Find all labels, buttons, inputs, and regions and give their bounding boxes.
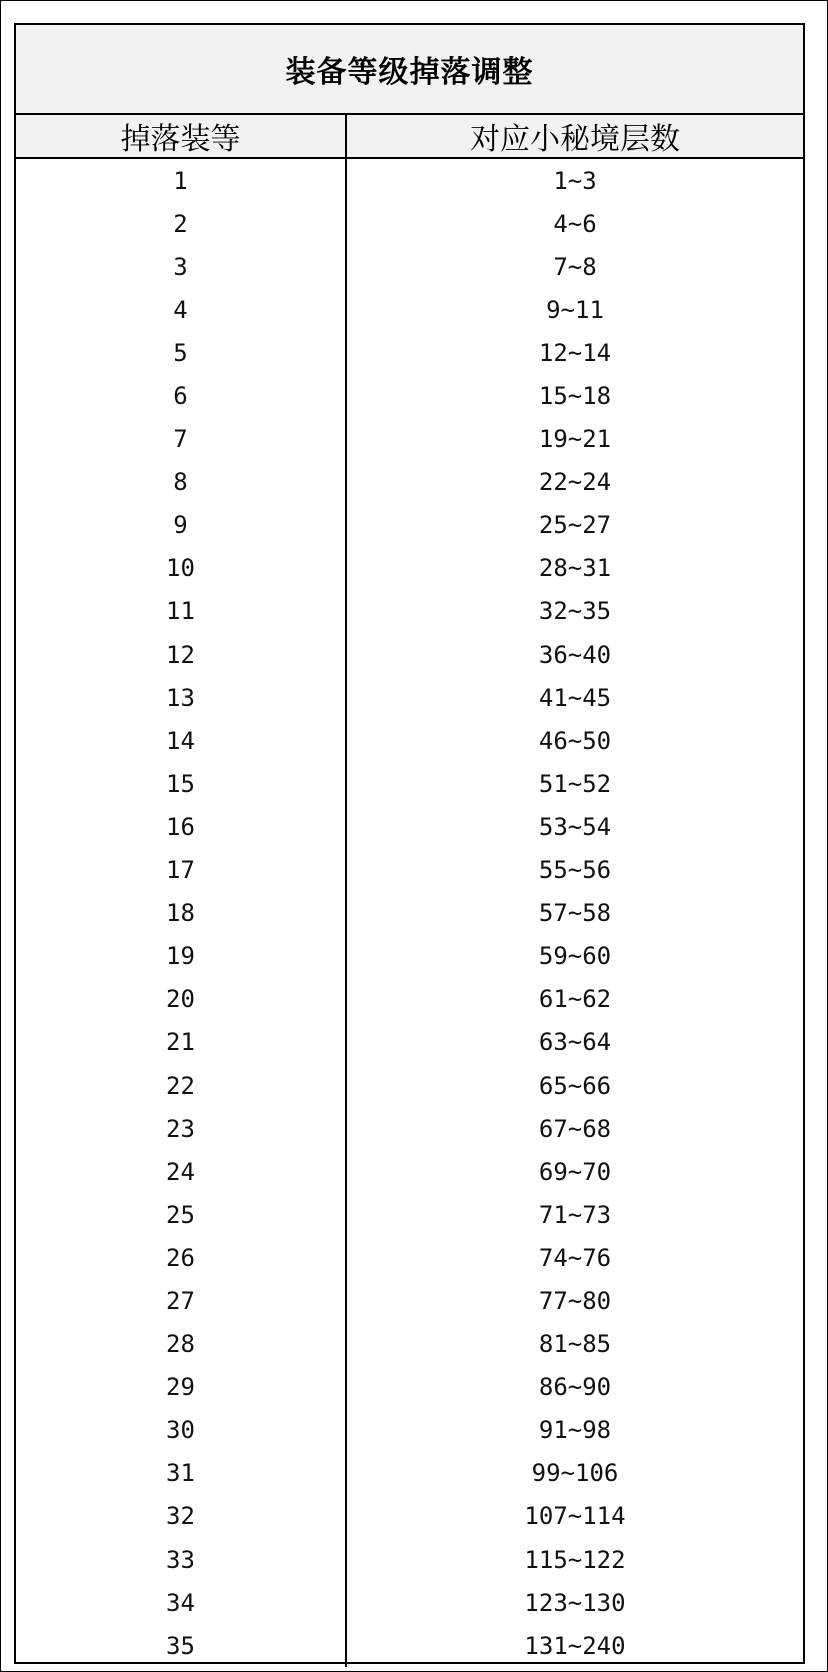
rift-floors-cell: 15~18 <box>538 382 612 411</box>
rift-floors-cell: 22~24 <box>538 468 612 497</box>
table-row <box>16 1064 803 1107</box>
table-row <box>16 1236 803 1279</box>
rift-floors-cell: 4~6 <box>553 209 597 238</box>
table-row <box>16 1107 803 1150</box>
drop-level-cell: 11 <box>16 590 347 633</box>
table-body <box>16 159 803 1667</box>
table-row <box>16 504 803 547</box>
rift-floors-cell: 69~70 <box>538 1157 612 1186</box>
rift-floors-cell: 25~27 <box>538 511 612 540</box>
header-drop-level: 掉落装等 <box>16 115 347 157</box>
drop-level-cell: 26 <box>16 1236 347 1279</box>
drop-level-cell: 21 <box>16 1021 347 1064</box>
rift-floors-cell: 86~90 <box>538 1373 612 1402</box>
rift-floors-cell: 61~62 <box>538 985 612 1014</box>
drop-level-cell: 16 <box>16 805 347 848</box>
table-row <box>16 1624 803 1667</box>
table-row <box>16 1279 803 1322</box>
drop-level-cell: 20 <box>16 978 347 1021</box>
table-title: 装备等级掉落调整 <box>16 25 803 115</box>
drop-level-cell: 24 <box>16 1150 347 1193</box>
rift-floors-cell: 53~54 <box>538 812 612 841</box>
drop-level-cell: 7 <box>16 418 347 461</box>
drop-level-cell: 12 <box>16 633 347 676</box>
rift-floors-cell: 55~56 <box>538 856 612 885</box>
table-row <box>16 159 803 202</box>
table-row <box>16 1323 803 1366</box>
rift-floors-cell: 57~58 <box>538 899 612 928</box>
rift-floors-cell: 99~106 <box>531 1459 619 1488</box>
drop-level-cell: 15 <box>16 762 347 805</box>
drop-level-cell: 6 <box>16 374 347 417</box>
drop-level-cell: 34 <box>16 1581 347 1624</box>
rift-floors-cell: 9~11 <box>546 295 604 324</box>
table-header-row <box>16 115 803 159</box>
drop-level-cell: 25 <box>16 1193 347 1236</box>
drop-level-cell: 32 <box>16 1495 347 1538</box>
rift-floors-cell: 12~14 <box>538 338 612 367</box>
rift-floors-cell: 71~73 <box>538 1200 612 1229</box>
table-row <box>16 719 803 762</box>
table-row <box>16 288 803 331</box>
table-row <box>16 547 803 590</box>
drop-level-cell: 14 <box>16 719 347 762</box>
drop-level-cell: 17 <box>16 849 347 892</box>
table-row <box>16 331 803 374</box>
rift-floors-cell: 41~45 <box>538 683 612 712</box>
table-row <box>16 676 803 719</box>
drop-level-cell: 35 <box>16 1624 347 1667</box>
rift-floors-cell: 7~8 <box>553 252 597 281</box>
table-row <box>16 245 803 288</box>
table-row <box>16 633 803 676</box>
drop-level-cell: 28 <box>16 1323 347 1366</box>
table-row <box>16 762 803 805</box>
rift-floors-cell: 1~3 <box>553 166 597 195</box>
rift-floors-cell: 123~130 <box>524 1588 626 1617</box>
rift-floors-cell: 131~240 <box>524 1631 626 1660</box>
drop-level-cell: 30 <box>16 1409 347 1452</box>
table-row <box>16 1538 803 1581</box>
table-row <box>16 1021 803 1064</box>
rift-floors-cell: 51~52 <box>538 769 612 798</box>
drop-level-cell: 33 <box>16 1538 347 1581</box>
rift-floors-cell: 67~68 <box>538 1114 612 1143</box>
table-row <box>16 849 803 892</box>
drop-level-cell: 3 <box>16 245 347 288</box>
drop-level-cell: 10 <box>16 547 347 590</box>
rift-floors-cell: 65~66 <box>538 1071 612 1100</box>
rift-floors-cell: 46~50 <box>538 726 612 755</box>
drop-level-cell: 9 <box>16 504 347 547</box>
drop-level-cell: 22 <box>16 1064 347 1107</box>
drop-level-cell: 1 <box>16 159 347 202</box>
drop-level-cell: 18 <box>16 892 347 935</box>
drop-level-cell: 4 <box>16 288 347 331</box>
drop-level-cell: 2 <box>16 202 347 245</box>
drop-level-cell: 27 <box>16 1279 347 1322</box>
rift-floors-cell: 77~80 <box>538 1286 612 1315</box>
rift-floors-cell: 32~35 <box>538 597 612 626</box>
drop-level-table <box>14 23 805 1664</box>
table-row <box>16 805 803 848</box>
rift-floors-cell: 59~60 <box>538 942 612 971</box>
rift-floors-cell: 36~40 <box>538 640 612 669</box>
drop-level-cell: 8 <box>16 461 347 504</box>
table-row <box>16 1452 803 1495</box>
drop-level-cell: 19 <box>16 935 347 978</box>
table-row <box>16 590 803 633</box>
drop-level-cell: 13 <box>16 676 347 719</box>
drop-level-cell: 23 <box>16 1107 347 1150</box>
rift-floors-cell: 28~31 <box>538 554 612 583</box>
rift-floors-cell: 63~64 <box>538 1028 612 1057</box>
table-row <box>16 1409 803 1452</box>
rift-floors-cell: 74~76 <box>538 1243 612 1272</box>
table-row <box>16 935 803 978</box>
table-row <box>16 418 803 461</box>
table-row <box>16 1495 803 1538</box>
table-row <box>16 374 803 417</box>
rift-floors-cell: 115~122 <box>524 1545 626 1574</box>
rift-floors-cell: 107~114 <box>524 1502 626 1531</box>
table-row <box>16 1150 803 1193</box>
table-row <box>16 1193 803 1236</box>
drop-level-cell: 31 <box>16 1452 347 1495</box>
header-rift-floors: 对应小秘境层数 <box>470 122 680 157</box>
rift-floors-cell: 91~98 <box>538 1416 612 1445</box>
table-row <box>16 461 803 504</box>
table-row <box>16 202 803 245</box>
drop-level-cell: 29 <box>16 1366 347 1409</box>
table-row <box>16 1581 803 1624</box>
table-row <box>16 892 803 935</box>
table-row <box>16 978 803 1021</box>
rift-floors-cell: 19~21 <box>538 425 612 454</box>
rift-floors-cell: 81~85 <box>538 1330 612 1359</box>
drop-level-cell: 5 <box>16 331 347 374</box>
table-row <box>16 1366 803 1409</box>
